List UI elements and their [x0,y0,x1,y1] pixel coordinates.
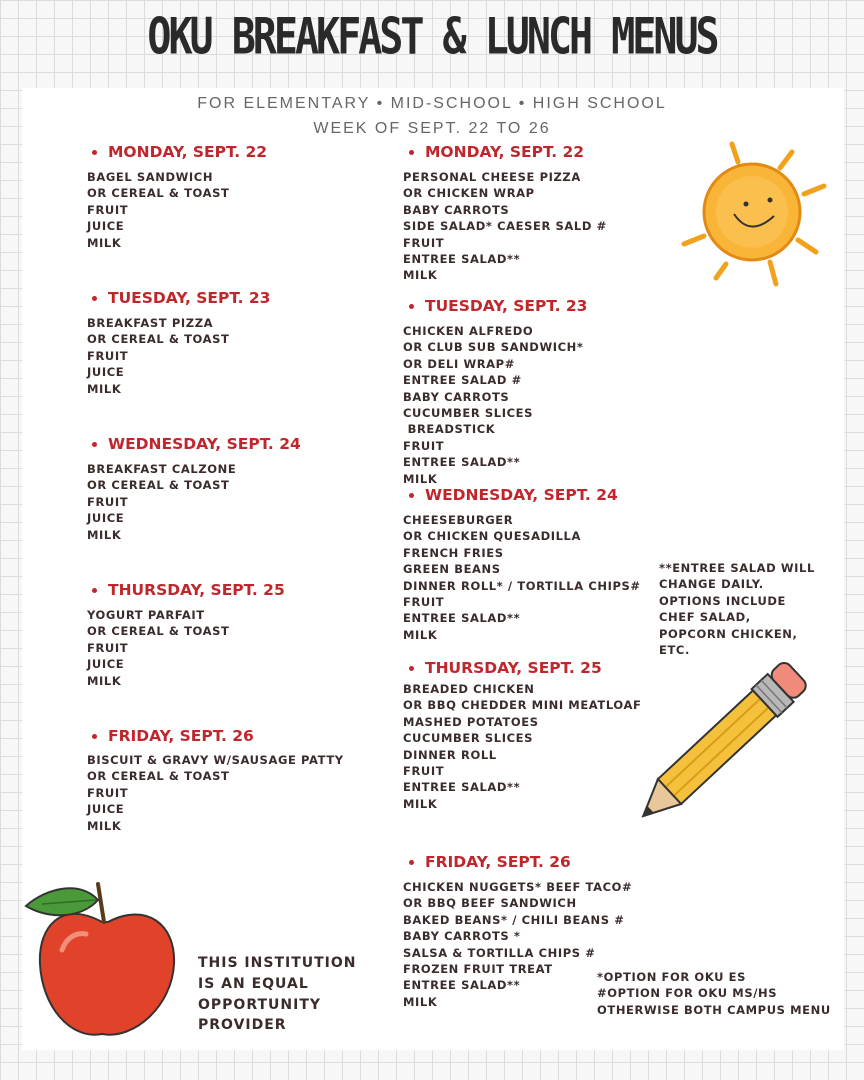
menu-item: FRUIT [403,763,445,778]
entree-salad-note: **ENTREE SALAD WILL CHANGE DAILY. OPTIONS INCLUDE CHEF SALAD, POPCORN CHICKEN, ETC. [659,561,815,658]
bullet-icon [409,493,414,498]
equal-opportunity-statement: THIS INSTITUTION IS AN EQUAL OPPORTUNITY PROVIDER [198,955,357,1034]
menu-item: OR CEREAL & TOAST [87,478,230,493]
bullet-icon [92,296,97,301]
apple-icon [22,878,192,1046]
bullet-icon [92,588,97,593]
bullet-icon [92,150,97,155]
menu-item: ENTREE SALAD # [403,373,522,388]
menu-item: DINNER ROLL [403,747,497,762]
menu-item: FRUIT [87,494,129,509]
lunch-items [403,681,641,812]
sun-icon [672,138,836,290]
menu-item: GREEN BEANS [403,562,501,577]
option-legend: *OPTION FOR OKU ES #OPTION FOR OKU MS/HS OTHERWISE BOTH CAMPUS MENU [597,970,831,1017]
breakfast-items [87,607,229,689]
breakfast-items [87,169,229,251]
menu-item: MILK [403,627,438,642]
menu-item: BREADED CHICKEN [403,682,535,696]
bullet-icon [409,304,414,309]
menu-item: MILK [87,818,122,833]
bullet-icon [92,734,97,739]
menu-item: MILK [403,471,438,486]
menu-item: BREAKFAST PIZZA [87,316,214,330]
week-label: WEEK OF SEPT. 22 TO 26 [313,120,551,137]
menu-item: OR CHICKEN WRAP [403,186,535,201]
menu-item: OR CLUB SUB SANDWICH* [403,340,584,355]
page-title: OKU BREAKFAST & LUNCH MENUS [147,8,717,66]
menu-item: CHEESEBURGER [403,513,514,527]
menu-item: OR CEREAL & TOAST [87,186,230,201]
lunch-items [403,323,583,487]
menu-item: OR BBQ BEEF SANDWICH [403,896,577,911]
menu-item: JUICE [87,511,125,526]
bullet-icon [409,860,414,865]
lunch-day-heading: WEDNESDAY, SEPT. 24 [409,486,618,504]
menu-item: BAGEL SANDWICH [87,170,214,184]
menu-item: ENTREE SALAD** [403,455,521,470]
menu-item: FRUIT [87,785,129,800]
menu-item: ENTREE SALAD** [403,611,521,626]
menu-item: FROZEN FRUIT TREAT [403,961,553,976]
lunch-day-heading: FRIDAY, SEPT. 26 [409,853,571,871]
menu-item: MILK [403,268,438,283]
bullet-icon [409,666,414,671]
menu-item: CHICKEN NUGGETS* BEEF TACO# [403,880,633,894]
menu-item: JUICE [87,802,125,817]
bullet-icon [409,150,414,155]
menu-item: FRUIT [403,438,445,453]
menu-item: FRUIT [87,640,129,655]
lunch-items [403,512,641,643]
breakfast-items [87,315,229,397]
menu-item: MILK [403,994,438,1009]
menu-item: FRUIT [87,348,129,363]
menu-item: JUICE [87,219,125,234]
menu-item: JUICE [87,365,125,380]
breakfast-day-heading: THURSDAY, SEPT. 25 [92,581,285,599]
menu-item: ENTREE SALAD** [403,780,521,795]
lunch-day-heading: TUESDAY, SEPT. 23 [409,297,587,315]
lunch-day-heading: MONDAY, SEPT. 22 [409,143,584,161]
menu-item: BABY CARROTS * [403,929,521,944]
bullet-icon [92,442,97,447]
menu-item: ENTREE SALAD** [403,978,521,993]
menu-item: ENTREE SALAD** [403,251,521,266]
menu-item: DINNER ROLL* / TORTILLA CHIPS# [403,578,641,593]
menu-item: MASHED POTATOES [403,714,539,729]
menu-item: SIDE SALAD* CAESER SALD # [403,219,607,234]
menu-item: OR CEREAL & TOAST [87,332,230,347]
menu-item: OR DELI WRAP# [403,356,515,371]
menu-item: MILK [87,673,122,688]
menu-item: FRUIT [403,594,445,609]
menu-item: BREADSTICK [403,422,496,437]
breakfast-day-heading: MONDAY, SEPT. 22 [92,143,267,161]
menu-item: FRUIT [87,202,129,217]
menu-item: OR CHICKEN QUESADILLA [403,529,581,544]
breakfast-day-heading: WEDNESDAY, SEPT. 24 [92,435,301,453]
subtitle: FOR ELEMENTARY • MID-SCHOOL • HIGH SCHOOL [197,95,667,112]
lunch-day-heading: THURSDAY, SEPT. 25 [409,659,602,677]
menu-item: BISCUIT & GRAVY W/SAUSAGE PATTY [87,753,344,767]
menu-item: SALSA & TORTILLA CHIPS # [403,945,596,960]
menu-item: FRENCH FRIES [403,545,504,560]
menu-item: MILK [87,235,122,250]
menu-item: YOGURT PARFAIT [87,608,205,622]
menu-item: MILK [87,527,122,542]
menu-item: MILK [87,381,122,396]
menu-item: PERSONAL CHEESE PIZZA [403,170,581,184]
breakfast-day-heading: FRIDAY, SEPT. 26 [92,727,254,745]
breakfast-items [87,752,344,834]
menu-item: BREAKFAST CALZONE [87,462,237,476]
menu-item: CHICKEN ALFREDO [403,324,534,338]
menu-item: BABY CARROTS [403,389,510,404]
breakfast-items [87,461,236,543]
breakfast-day-heading: TUESDAY, SEPT. 23 [92,289,270,307]
menu-item: JUICE [87,657,125,672]
menu-item: CUCUMBER SLICES [403,405,533,420]
menu-item: CUCUMBER SLICES [403,731,533,746]
menu-item: BABY CARROTS [403,202,510,217]
lunch-items [403,169,607,284]
menu-item: FRUIT [403,235,445,250]
menu-item: OR CEREAL & TOAST [87,624,230,639]
menu-item: OR CEREAL & TOAST [87,769,230,784]
menu-item: MILK [403,796,438,811]
pencil-icon [628,640,828,834]
menu-item: OR BBQ CHEDDER MINI MEATLOAF [403,698,642,713]
menu-item: BAKED BEANS* / CHILI BEANS # [403,912,625,927]
